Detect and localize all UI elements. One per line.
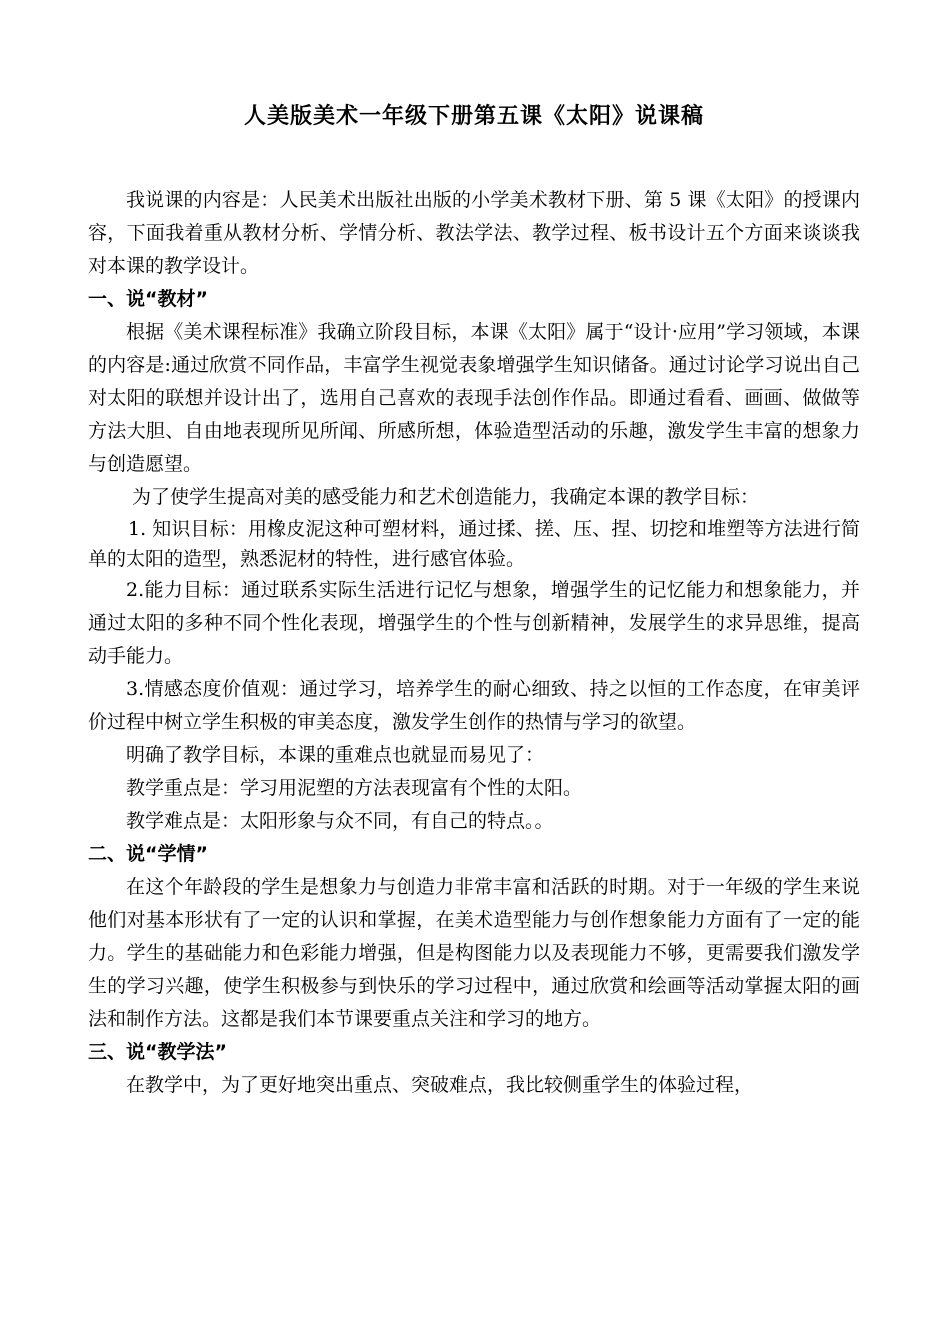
methods-paragraph: 在教学中，为了更好地突出重点、突破难点，我比较侧重学生的体验过程， bbox=[126, 1074, 754, 1096]
section-heading-methods: 三、说“教学法” bbox=[88, 1041, 227, 1063]
intro-paragraph: 我说课的内容是：人民美术出版社出版的小学美术教材下册、第 5 课《太阳》的授课内容，下面我着重从教材分析、学情分析、教法学法、教学过程、板书设计五个方面来谈谈我对本课的教学设计。 bbox=[88, 189, 860, 277]
teaching-key-point: 教学重点是：学习用泥塑的方法表现富有个性的太阳。 bbox=[126, 777, 583, 799]
materials-paragraph: 根据《美术课程标准》我确立阶段目标，本课《太阳》属于“设计·应用”学习领域，本课的内容是:通过欣赏不同作品，丰富学生视觉表象增强学生知识储备。通过讨论学习说出自己对太阳的联想并设计出了，选用自己喜欢的表现手法创作作品。即通过看看、画画、做做等方法大胆、自由地表现所见所闻、所感所想，体验造型活动的乐趣，激发学生丰富的想象力与创造愿望。 bbox=[88, 321, 860, 475]
teaching-difficulty: 教学难点是：太阳形象与众不同，有自己的特点。。 bbox=[126, 810, 554, 832]
section-heading-materials: 一、说“教材” bbox=[88, 288, 208, 310]
objectives-intro: 为了使学生提高对美的感受能力和艺术创造能力，我确定本课的教学目标： bbox=[132, 486, 760, 508]
objective-attitude: 3.情感态度价值观：通过学习，培养学生的耐心细致、持之以恒的工作态度，在审美评价过程中树立学生积极的审美态度，激发学生创作的热情与学习的欲望。 bbox=[88, 678, 860, 733]
key-points-intro: 明确了教学目标，本课的重难点也就显而易见了： bbox=[126, 744, 545, 766]
objective-ability: 2.能力目标：通过联系实际生活进行记忆与想象，增强学生的记忆能力和想象能力，并通过太阳的多种不同个性化表现，增强学生的个性与创新精神，发展学生的求异思维，提高动手能力。 bbox=[88, 579, 860, 667]
objective-knowledge: 1. 知识目标：用橡皮泥这种可塑材料，通过揉、搓、压、捏、切挖和堆塑等方法进行简单的太阳的造型，熟悉泥材的特性，进行感官体验。 bbox=[88, 518, 860, 570]
document-page bbox=[88, 96, 860, 1102]
section-heading-students: 二、说“学情” bbox=[88, 843, 208, 865]
document-title: 人美版美术一年级下册第五课《太阳》说课稿 bbox=[243, 103, 704, 129]
students-paragraph: 在这个年龄段的学生是想象力与创造力非常丰富和活跃的时期。对于一年级的学生来说他们对基本形状有了一定的认识和掌握，在美术造型能力与创作想象能力方面有了一定的能力。学生的基础能力和色彩能力增强，但是构图能力以及表现能力不够，更需要我们激发学生的学习兴趣，使学生积极参与到快乐的学习过程中，通过欣赏和绘画等活动掌握太阳的画法和制作方法。这都是我们本节课要重点关注和学习的地方。 bbox=[88, 876, 860, 1030]
